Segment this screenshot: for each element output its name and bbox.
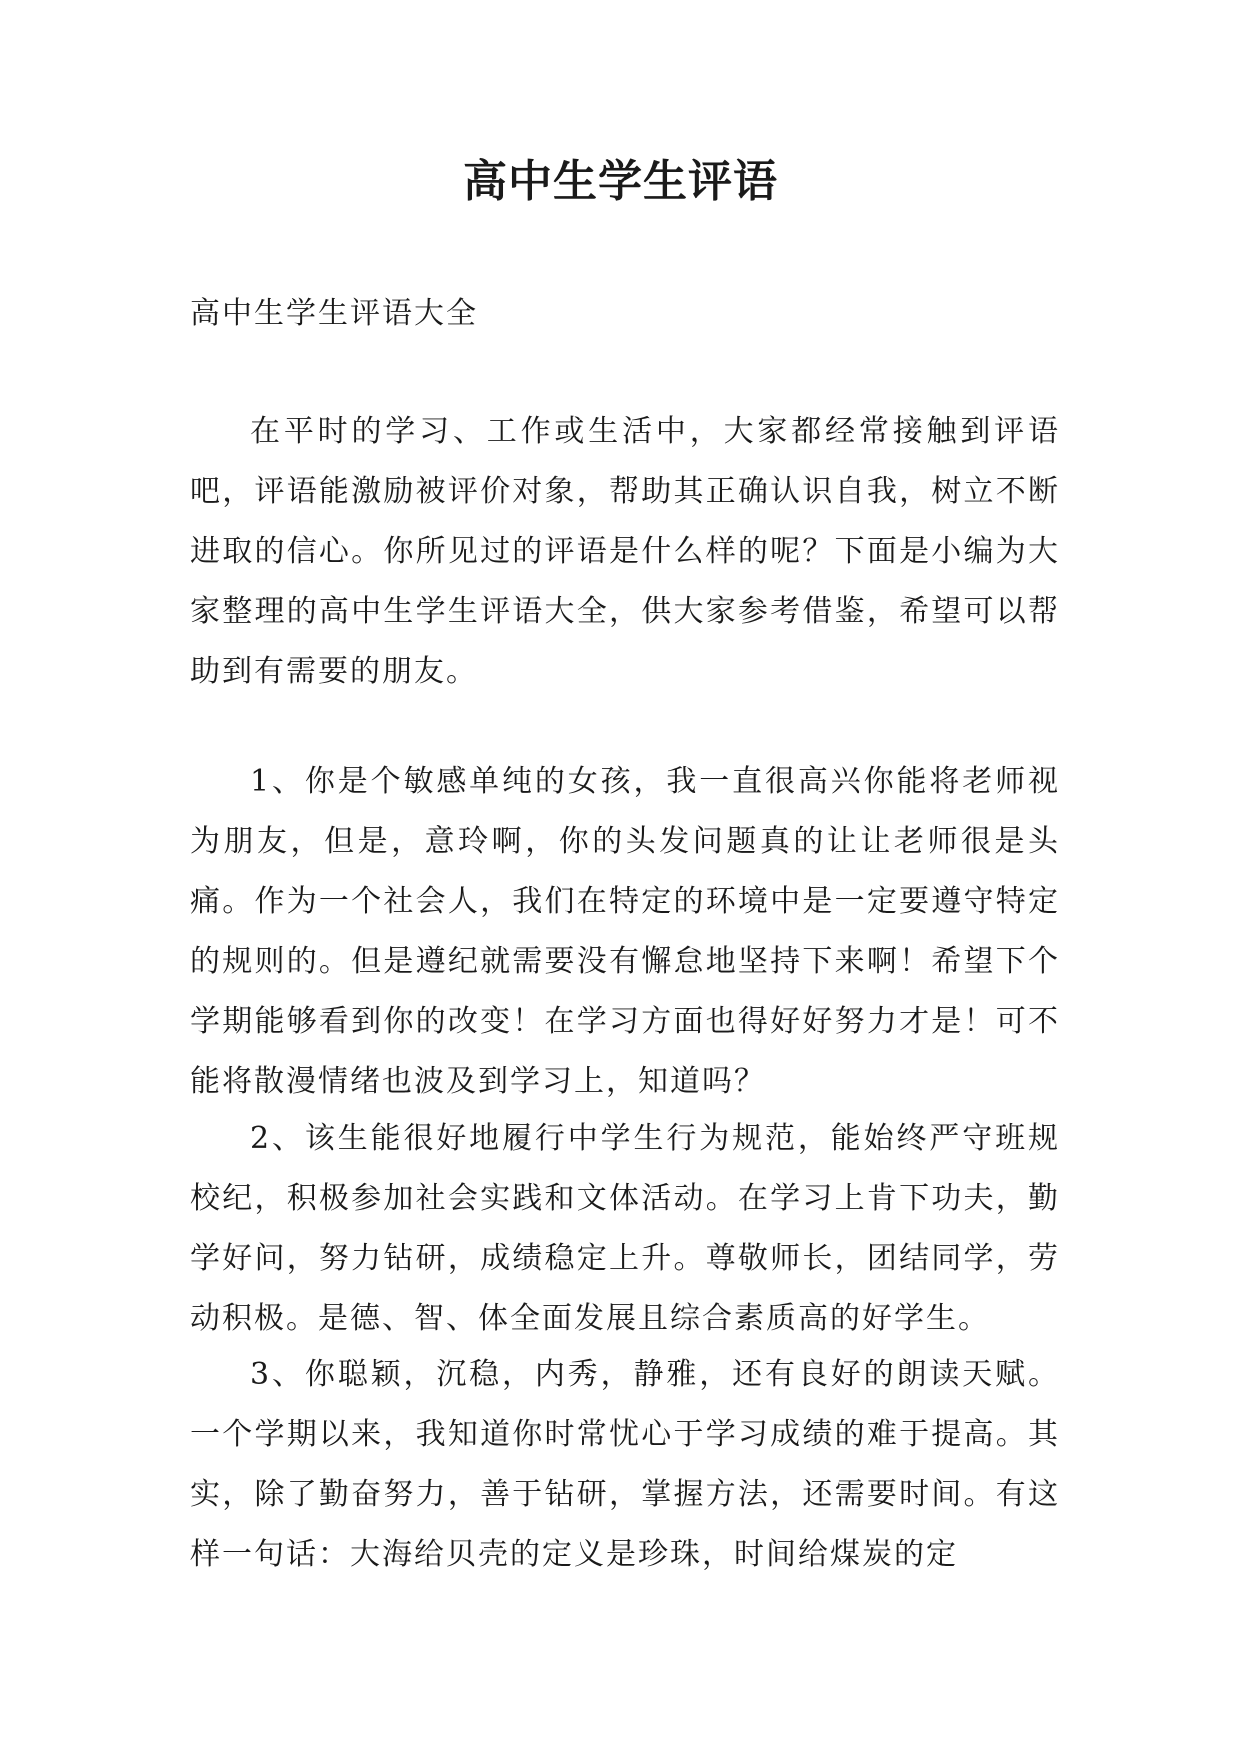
- document-subtitle: 高中生学生评语大全: [190, 296, 478, 331]
- comment-paragraph-1: 1、你是个敏感单纯的女孩，我一直很高兴你能将老师视为朋友，但是，意玲啊，你的头发问题真的让让老师很是头痛。作为一个社会人，我们在特定的环境中是一定要遵守特定的规则的。但是遵纪就需要没有懈怠地坚持下来啊！希望下个学期能够看到你的改变！在学习方面也得好好努力才是！可不能将散漫情绪也波及到学习上，知道吗？: [190, 764, 1060, 1099]
- comment-paragraph-3: 3、你聪颖，沉稳，内秀，静雅，还有良好的朗读天赋。一个学期以来，我知道你时常忧心于学习成绩的难于提高。其实，除了勤奋努力，善于钻研，掌握方法，还需要时间。有这样一句话：大海给贝壳的定义是珍珠，时间给煤炭的定: [190, 1357, 1060, 1572]
- document-title: 高中生学生评语: [463, 156, 778, 207]
- intro-paragraph: 在平时的学习、工作或生活中，大家都经常接触到评语吧，评语能激励被评价对象，帮助其正确认识自我，树立不断进取的信心。你所见过的评语是什么样的呢？下面是小编为大家整理的高中生学生评语大全，供大家参考借鉴，希望可以帮助到有需要的朋友。: [190, 414, 1060, 689]
- comment-paragraph-2: 2、该生能很好地履行中学生行为规范，能始终严守班规校纪，积极参加社会实践和文体活动。在学习上肯下功夫，勤学好问，努力钻研，成绩稳定上升。尊敬师长，团结同学，劳动积极。是德、智、体全面发展且综合素质高的好学生。: [190, 1121, 1060, 1336]
